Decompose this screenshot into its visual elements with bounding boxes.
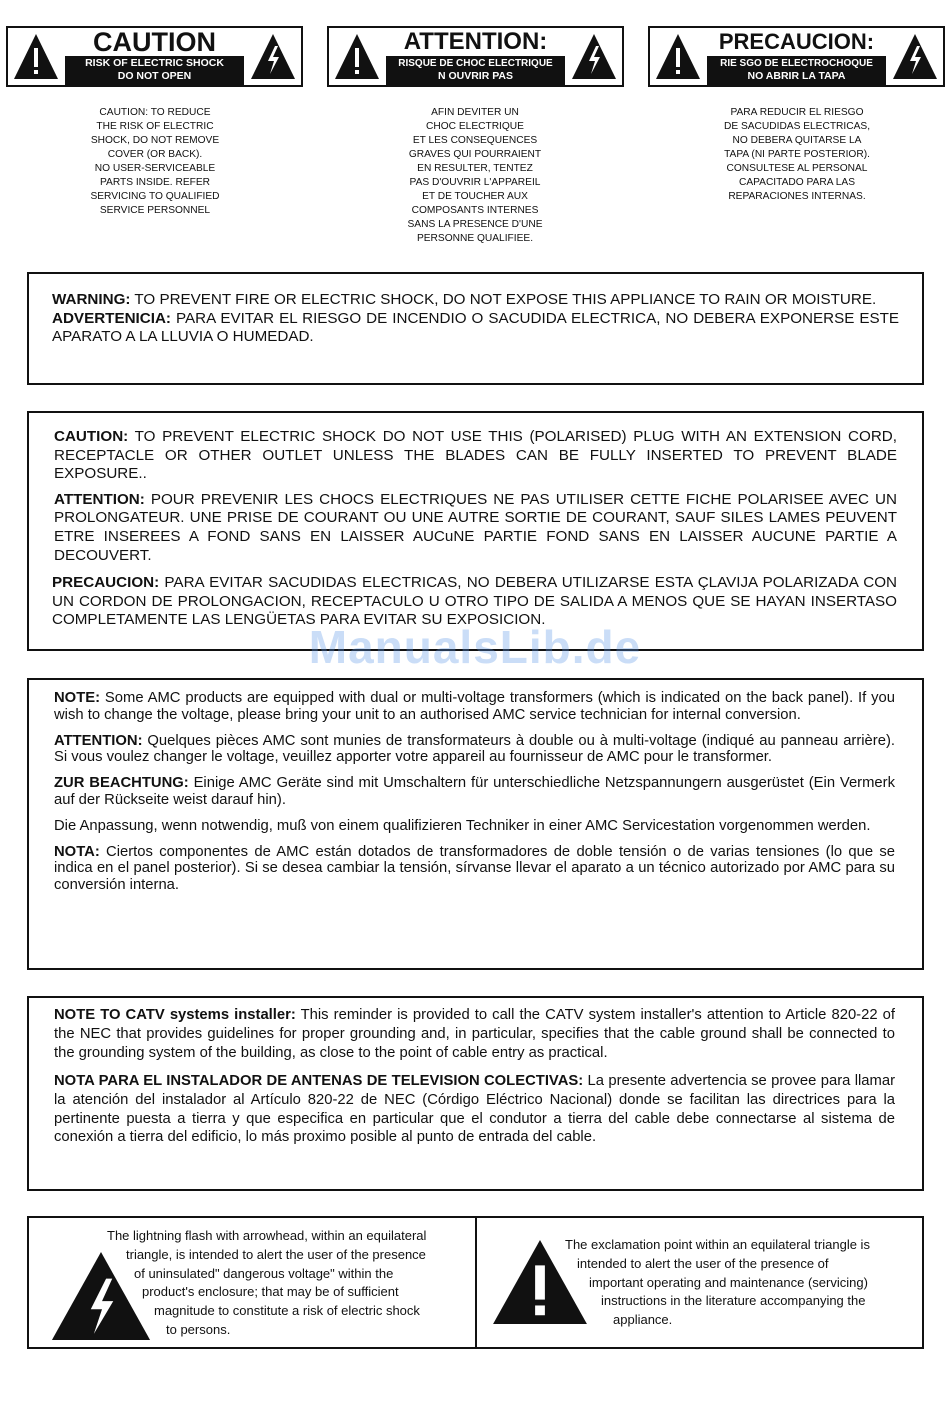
note-paragraph: NOTE: Some AMC products are equipped with dual or multi-voltage transformers (which is indicated on the back panel). If you wish to change the voltage, please bring your unit to an authorised AMC service technician for internal conversion. <box>54 690 895 723</box>
caution-label-line1: RISK OF ELECTRIC SHOCK <box>85 57 224 69</box>
exclamation-triangle-icon <box>329 28 385 85</box>
precaucion-label-line2: NO ABRIR LA TAPA <box>747 70 846 82</box>
anpassung-paragraph: Die Anpassung, wenn notwendig, muß von einem qualifizieren Techniker in einer AMC Servicestation vorgenommen werden. <box>54 817 871 834</box>
advertencia-paragraph: ADVERTENICIA: PARA EVITAR EL RIESGO DE INCENDIO O SACUDIDA ELECTRICA, NO DEBERA EXPONERSE ESTE APARATO A LA LLUVIA O HUMEDAD. <box>52 309 899 346</box>
precaucion-label-line1: RIE SGO DE ELECTROCHOQUE <box>720 58 873 69</box>
beachtung-paragraph: ZUR BEACHTUNG: Einige AMC Geräte sind mit Umschaltern für unterschiedliche Netzspannungern ausgerüstet (Ein Vermerk auf der Rückseite weist darauf hin). <box>54 775 895 808</box>
attention-label-line2: N OUVRIR PAS <box>437 70 514 82</box>
catv-note-box <box>27 996 924 1191</box>
lightning-triangle-icon <box>887 28 943 85</box>
exclamation-triangle-icon <box>8 28 64 85</box>
warning-box <box>27 272 924 385</box>
precaucion-label-title: PRECAUCION: <box>707 28 886 56</box>
lightning-explanation-box <box>27 1216 477 1349</box>
plug-caution-box <box>27 411 924 651</box>
precaucion-text: PARA REDUCIR EL RIESGO DE SACUDIDAS ELECTRICAS, NO DEBERA QUITARSE LA TAPA (NI PARTE POSTERIOR). CONSULTESE AL PERSONAL CAPACITADO PARA LAS REPARACIONES INTERNAS. <box>723 107 871 202</box>
lightning-triangle-icon <box>245 28 301 85</box>
caution-label-line2: DO NOT OPEN <box>117 70 192 82</box>
plug-precaucion-paragraph: PRECAUCION: PARA EVITAR SACUDIDAS ELECTRICAS, NO DEBERA UTILIZARSE ESTA ÇLAVIJA POLARIZADA CON UN CORDON DE PROLONGACION, RECEPTACULO U OTRO TIPO DE SALIDA A MENOS QUE SE HAYAN INSERTASO COMPLETAMENTE LAS LENGÜETAS PARA EVITAR SU EXPOSICION. <box>52 574 897 629</box>
lightning-explanation-text: The lightning flash with arrowhead, within an equilateral triangle, is intended to alert the user of the presence of uninsulated" dangerous voltage" within the product's enclosure; that may be of sufficient magnitude to constitute a risk of electric shock to persons. <box>107 1228 427 1337</box>
exclamation-explanation-text: The exclamation point within an equilateral triangle is intended to alert the user of the presence of important operating and maintenance (servicing) instructions in the literature accompanying the appliance. <box>565 1237 870 1328</box>
warning-paragraph: WARNING: TO PREVENT FIRE OR ELECTRIC SHOCK, DO NOT EXPOSE THIS APPLIANCE TO RAIN OR MOISTURE. <box>52 291 877 308</box>
attention-label-title: ATTENTION: <box>386 28 565 56</box>
caution-label <box>6 26 303 87</box>
precaucion-label <box>648 26 945 87</box>
nota-paragraph: NOTA: Ciertos componentes de AMC están dotados de transformadores de doble tensión o de varias tensiones (lo que se indica en el panel posterior). Si se desea cambiar la tensión, sírvanse llevar el aparato a un técnico autorizado por AMC para su conversión interna. <box>54 843 895 894</box>
attention-label <box>327 26 624 87</box>
exclamation-explanation-box <box>475 1216 924 1349</box>
plug-attention-paragraph: ATTENTION: POUR PREVENIR LES CHOCS ELECTRIQUES NE PAS UTILISER CETTE FICHE POLARISEE AVEC UN PROLONGATEUR. UNE PRISE DE COURANT OU UNE AUTRE SORTIE DE COURANT, SAUF SILES LAMES PEUVENT ETRE INSEREES A FOND SANS EN LAISSER AUCuNE PARTIE FOND SANS EN LAISSER AUCUNE PARTIE A DECOUVERT. <box>54 490 897 564</box>
catv-en-paragraph: NOTE TO CATV systems installer: This reminder is provided to call the CATV system installer's attention to Article 820-22 of the NEC that provides guidelines for proper grounding and, in particular, specifies that the cable ground shall be connected to the grounding system of the building, as close to the point of cable entry as practical. <box>54 1007 895 1061</box>
watermark: ManualsLib.de <box>308 621 642 673</box>
catv-es-paragraph: NOTA PARA EL INSTALADOR DE ANTENAS DE TELEVISION COLECTIVAS: La presente advertencia se provee para llamar la atención del instalador al Artículo 820-22 de NEC (Córdigo Eléctrico Nacional) donde se facilitan las directrices para la pertinente puesta a tierra y que especifica en particular que el condutor a tierra del cable debe connectarse al sistema de conexión a tierra del edificio, lo más proximo posible al punto de entrada del cable. <box>54 1072 895 1146</box>
exclamation-triangle-icon <box>650 28 706 85</box>
voltage-note-box <box>27 678 924 970</box>
plug-caution-paragraph: CAUTION: TO PREVENT ELECTRIC SHOCK DO NOT USE THIS (POLARISED) PLUG WITH AN EXTENSION CORD, RECEPTACLE OR OTHER OUTLET UNLESS THE BLADES CAN BE FULLY INSERTED TO PREVENT BLADE EXPOSURE.. <box>54 428 897 483</box>
lightning-triangle-icon <box>566 28 622 85</box>
attention-label-line1: RISQUE DE CHOC ELECTRIQUE <box>398 58 553 69</box>
attention-text: AFIN DEVITER UN CHOC ELECTRIQUE ET LES CONSEQUENCES GRAVES QUI POURRAIENT EN RESULTER, TENTEZ PAS D'OUVRIR L'APPAREIL ET DE TOUCHER AUX COMPOSANTS INTERNES SANS LA PRESENCE D'UNE PERSONNE QUALIFIEE. <box>407 107 543 244</box>
caution-label-title: CAUTION <box>65 28 244 56</box>
caution-text: CAUTION: TO REDUCE THE RISK OF ELECTRIC SHOCK, DO NOT REMOVE COVER (OR BACK). NO USER-SERVICEABLE PARTS INSIDE. REFER SERVICING TO QUALIFIED SERVICE PERSONNEL <box>90 107 220 216</box>
attention-fr-paragraph: ATTENTION: Quelques pièces AMC sont munies de transformateurs à double ou à multi-voltage (indiqué au panneau arrière). Si vous voulez changer le voltage, veuillez apporter votre appareil au fournisseur de AMC pour le transformer. <box>54 732 895 766</box>
